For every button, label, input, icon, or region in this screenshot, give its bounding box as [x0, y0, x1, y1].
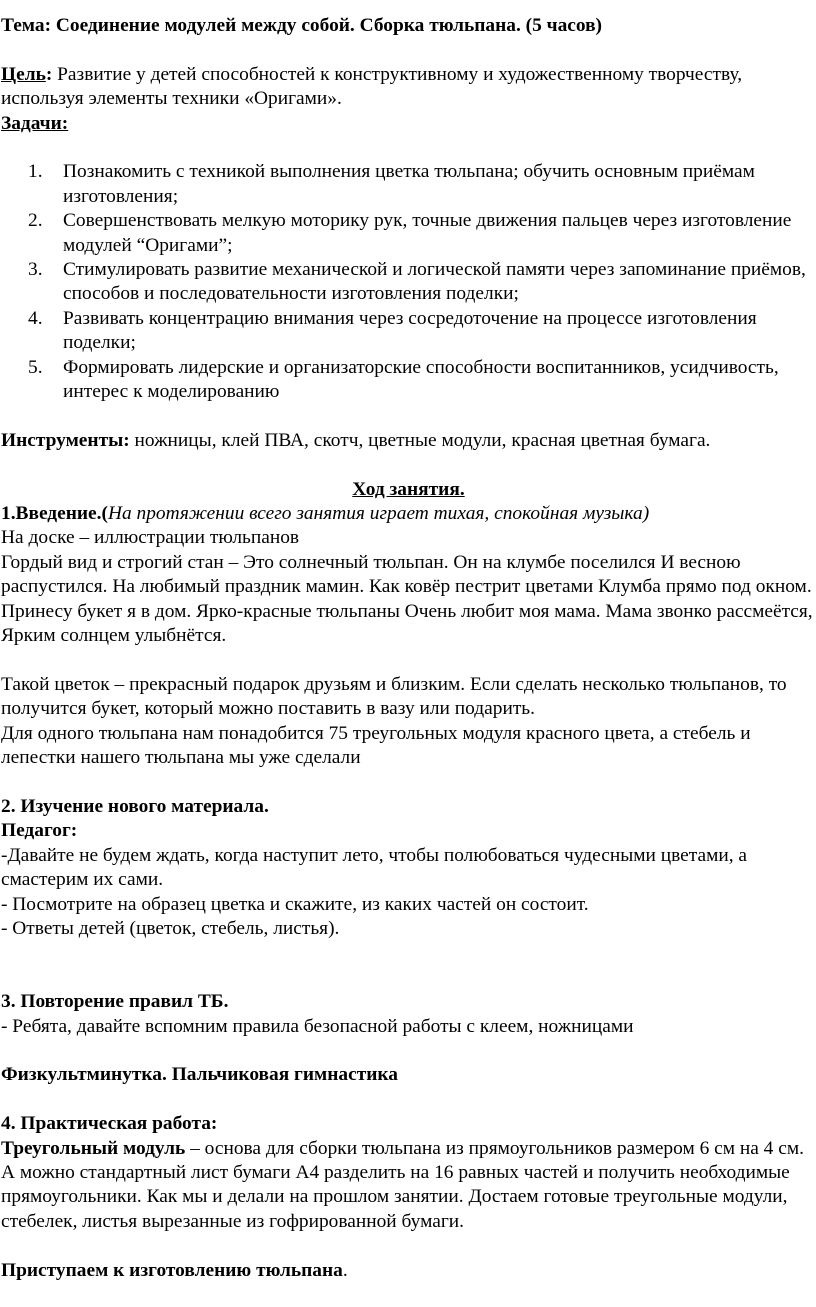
- goal-text: Развитие у детей способностей к конструктивному и художественному творчеству, используя элементы техники «Оригами».: [1, 63, 743, 110]
- intro-board: На доске – иллюстрации тюльпанов: [1, 527, 300, 549]
- section2-title: 2. Изучение нового материала.: [1, 795, 269, 817]
- goal-label: Цель: [1, 63, 46, 85]
- tools-label: Инструменты:: [1, 429, 130, 451]
- module-text: – основа для сборки тюльпана из прямоугольников размером 6 см на 4 см. А можно стандартный лист бумаги А4 разделить на 16 равных частей и получить необходимые прямоугольники. Как мы и делали на прошлом занятии. Достаем готовые треугольные модули, стебелек, листья вырезанные из гофрированной бумаги.: [1, 1137, 804, 1232]
- final-dot: .: [342, 1259, 348, 1281]
- list-item: 3. Стимулировать развитие механической и логической памяти через запоминание приёмов, способов и последовательности изготовления поделки;: [28, 259, 806, 305]
- teacher-label: Педагог:: [1, 820, 78, 842]
- intro-poem: Гордый вид и строгий стан – Это солнечный тюльпан. Он на клумбе поселился И весною распустился. На любимый праздник мамин. Как ковёр пестрит цветами Клумба прямо под окном. Принесу букет я в дом. Ярко-красные тюльпаны Очень любит моя мама. Мама звонко рассмеётся, Ярким солнцем улыбнётся.: [1, 551, 813, 647]
- section4-paragraph: [1, 1137, 816, 1235]
- final-paragraph: [1, 1259, 816, 1283]
- goal-paragraph: [1, 63, 816, 112]
- tasks-list: [1, 160, 816, 404]
- section3-text: - Ребята, давайте вспомним правила безопасной работы с клеем, ножницами: [1, 1015, 634, 1037]
- list-item: 2. Совершенствовать мелкую моторику рук, точные движения пальцев через изготовление модулей “Оригами”;: [28, 210, 792, 256]
- exercise-heading: Физкультминутка. Пальчиковая гимнастика: [1, 1064, 398, 1086]
- list-item: 5. Формировать лидерские и организаторские способности воспитанников, усидчивость, интерес к моделированию: [28, 356, 779, 403]
- intro-title: 1.Введение.(На протяжении всего занятия играет тихая, спокойная музыка): [1, 503, 650, 525]
- document-page: [0, 14, 816, 1283]
- section2-line-3: - Ответы детей (цветок, стебель, листья).: [1, 917, 340, 939]
- list-item: 4. Развивать концентрацию внимания через сосредоточение на процессе изготовления поделки;: [28, 307, 757, 354]
- tools-paragraph: [1, 429, 816, 453]
- tasks-heading: Задачи:: [1, 112, 69, 134]
- final-text: Приступаем к изготовлению тюльпана: [1, 1259, 343, 1281]
- tools-text: ножницы, клей ПВА, скотч, цветные модули, красная цветная бумага.: [129, 429, 711, 451]
- intro-paragraph-1: Такой цветок – прекрасный подарок друзьям и близким. Если сделать несколько тюльпанов, то получится букет, который можно поставить в вазу или подарить.: [1, 673, 787, 720]
- section2-line-1: -Давайте не будем ждать, когда наступит лето, чтобы полюбоваться чудесными цветами, а смастерим их сами.: [1, 844, 748, 891]
- lesson-heading: Ход занятия.: [352, 478, 465, 500]
- topic-heading: Тема: Соединение модулей между собой. Сборка тюльпана. (5 часов): [1, 15, 603, 36]
- section3-title: 3. Повторение правил ТБ.: [1, 991, 229, 1013]
- list-item: 1. Познакомить с техникой выполнения цветка тюльпана; обучить основным приёмам изготовления;: [28, 161, 755, 207]
- goal-colon: :: [45, 63, 53, 85]
- section4-title: 4. Практическая работа:: [1, 1113, 218, 1135]
- intro-note: На протяжении всего занятия играет тихая, спокойная музыка): [107, 503, 650, 525]
- section2-line-2: - Посмотрите на образец цветка и скажите, из каких частей он состоит.: [1, 893, 589, 915]
- module-label: Треугольный модуль: [1, 1137, 186, 1159]
- intro-paragraph-2: Для одного тюльпана нам понадобится 75 треугольных модуля красного цвета, а стебель и лепестки нашего тюльпана мы уже сделали: [1, 722, 751, 769]
